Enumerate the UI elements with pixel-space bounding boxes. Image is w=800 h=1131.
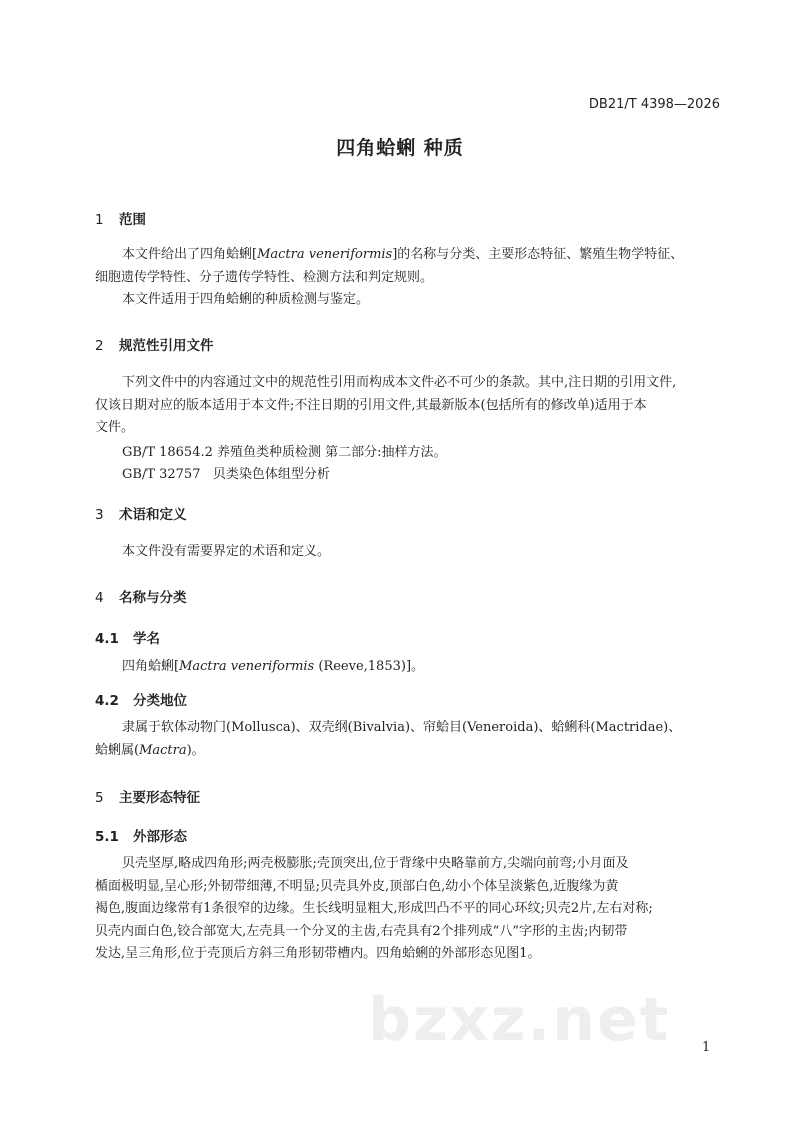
subsection-title: 外部形态 — [133, 829, 187, 845]
section-number: 2 — [95, 338, 104, 354]
section-number: 3 — [95, 507, 104, 523]
text: (Reeve,1853)]。 — [314, 659, 425, 674]
text: ]的名称与分类、主要形态特征、繁殖生物学特征、 — [392, 247, 684, 262]
section-3-paragraph — [95, 541, 723, 564]
latin-name: Mactra — [139, 742, 187, 758]
section-1-heading — [95, 208, 146, 228]
watermark: bzxz.net — [368, 985, 671, 1055]
subsection-4-2-heading — [95, 689, 187, 709]
paragraph-line: 下列文件中的内容通过文中的规范性引用而构成本文件必不可少的条款。其中,注日期的引用文件, — [122, 375, 677, 390]
document-title: 四角蛤蜊 种质 — [336, 137, 464, 159]
section-3-heading — [95, 503, 187, 523]
section-title: 术语和定义 — [119, 507, 187, 523]
paragraph-line: 褐色,腹面边缘常有1条很窄的边缘。生长线明显粗大,形成凹凸不平的同心环纹;贝壳2片,左右对称; — [95, 901, 653, 916]
subsection-4-1-heading — [95, 627, 160, 647]
latin-name: Mactra veneriformis — [179, 659, 315, 674]
paragraph-line: 本文件适用于四角蛤蜊的种质检测与鉴定。 — [122, 292, 370, 307]
text: )。 — [186, 742, 205, 758]
section-2-paragraph — [95, 372, 723, 440]
section-5-heading — [95, 786, 200, 806]
paragraph-line — [95, 656, 723, 679]
paragraph-line: 隶属于软体动物门(Mollusca)、双壳纲(Bivalvia)、帘蛤目(Veneroida)、蛤蜊科(Mactridae)、 — [122, 720, 682, 735]
section-title: 范围 — [119, 212, 146, 228]
paragraph-line — [95, 244, 723, 267]
subsection-title: 分类地位 — [133, 693, 187, 709]
paragraph-line — [95, 740, 723, 763]
paragraph-line: 发达,呈三角形,位于壳顶后方斜三角形韧带槽内。四角蛤蜊的外部形态见图1。 — [95, 946, 541, 961]
paragraph-line: 贝壳坚厚,略成四角形;两壳极膨胀;壳顶突出,位于背缘中央略靠前方,尖端向前弯;小月面及 — [122, 856, 629, 871]
subsection-4-1-paragraph — [95, 656, 723, 679]
section-1-paragraph — [95, 244, 723, 312]
subsection-5-1-paragraph — [95, 853, 723, 966]
subsection-number: 4.2 — [95, 693, 119, 709]
paragraph-line: 楯面极明显,呈心形;外韧带细薄,不明显;贝壳具外皮,顶部白色,幼小个体呈淡紫色,近腹缘为黄 — [95, 878, 619, 894]
text: 蛤蜊属( — [95, 742, 140, 758]
page-number: 1 — [702, 1040, 711, 1055]
text: 四角蛤蜊[ — [122, 659, 180, 674]
section-2-heading — [95, 334, 214, 354]
paragraph-line: 贝壳内面白色,铰合部宽大,左壳具一个分叉的主齿,右壳具有2个排列成“八”字形的主齿;内韧带 — [95, 923, 628, 939]
paragraph-line: 文件。 — [95, 420, 135, 435]
section-title: 主要形态特征 — [119, 790, 200, 806]
subsection-number: 5.1 — [95, 829, 119, 845]
paragraph-line: 细胞遗传学特性、分子遗传学特性、检测方法和判定规则。 — [95, 269, 434, 285]
section-title: 名称与分类 — [119, 590, 187, 606]
paragraph-line: 仅该日期对应的版本适用于本文件;不注日期的引用文件,其最新版本(包括所有的修改单)适用于本 — [95, 397, 647, 413]
latin-name: Mactra veneriformis — [257, 247, 393, 262]
subsection-4-2-paragraph — [95, 717, 723, 762]
section-number: 1 — [95, 212, 104, 228]
reference-item: GB/T 18654.2 养殖鱼类种质检测 第二部分:抽样方法。 — [122, 445, 447, 460]
reference-item: GB/T 32757 贝类染色体组型分析 — [122, 467, 330, 482]
section-4-heading — [95, 586, 187, 606]
subsection-number: 4.1 — [95, 631, 119, 647]
document-code: DB21/T 4398—2026 — [588, 97, 720, 112]
subsection-title: 学名 — [133, 631, 160, 647]
section-number: 4 — [95, 590, 104, 606]
section-number: 5 — [95, 790, 104, 806]
subsection-5-1-heading — [95, 825, 187, 845]
paragraph-line: 本文件没有需要界定的术语和定义。 — [122, 544, 331, 559]
section-title: 规范性引用文件 — [119, 338, 214, 354]
text: 本文件给出了四角蛤蜊[ — [122, 247, 258, 262]
